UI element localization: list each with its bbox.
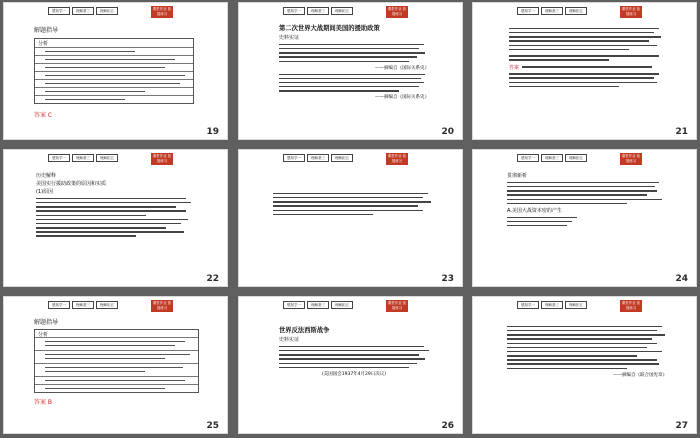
tab-1[interactable]: 感知学一	[48, 301, 70, 309]
analysis-table	[34, 38, 194, 104]
item-label: (1)原因	[36, 189, 54, 195]
slide-thumbnail-19[interactable]	[3, 2, 228, 140]
attribution: ——摘编自《国际关系史》	[375, 95, 429, 101]
slide-heading: 贯彻新析	[507, 173, 528, 179]
tab-3[interactable]: 理解拓五	[565, 7, 587, 15]
slide-subtitle: 史料实证	[279, 35, 300, 41]
tab-1[interactable]: 感知学一	[517, 7, 539, 15]
tab-1[interactable]: 感知学一	[517, 154, 539, 162]
tab-2[interactable]: 理解基三	[307, 154, 329, 162]
tab-1[interactable]: 感知学一	[48, 154, 70, 162]
badge[interactable]: 课堂作业 拓展练习	[387, 301, 407, 310]
tab-1[interactable]: 感知学一	[517, 301, 539, 309]
slide-heading: 解题指导	[34, 27, 59, 34]
tab-1[interactable]: 感知学一	[283, 301, 305, 309]
slide-subheading: 美国实行援助政策的原因和实质	[36, 181, 107, 187]
tab-1[interactable]: 感知学一	[48, 7, 70, 15]
tab-bar	[283, 301, 355, 308]
tab-2[interactable]: 理解基三	[307, 301, 329, 309]
slide-title: 第二次世界大战期间美国的援助政策	[279, 25, 380, 32]
slide-number: 21	[675, 127, 688, 137]
answer-highlight: 答案	[509, 64, 520, 71]
slide-thumbnail-22[interactable]	[3, 149, 228, 287]
tab-1[interactable]: 感知学一	[283, 7, 305, 15]
tab-bar	[517, 301, 589, 308]
tab-bar	[283, 7, 355, 14]
tab-bar	[517, 154, 589, 161]
analysis-table	[34, 329, 199, 393]
slide-number: 22	[206, 274, 219, 284]
tab-3[interactable]: 理解拓五	[331, 7, 353, 15]
badge[interactable]: 课堂作业 拓展练习	[387, 7, 407, 16]
col-label: 分析	[38, 41, 49, 47]
slide-number: 25	[206, 421, 219, 431]
tab-3[interactable]: 理解拓五	[565, 301, 587, 309]
tab-2[interactable]: 理解基三	[541, 7, 563, 15]
slide-thumbnail-23[interactable]	[238, 149, 463, 287]
tab-3[interactable]: 理解拓五	[331, 301, 353, 309]
tab-3[interactable]: 理解拓五	[96, 301, 118, 309]
slide-thumbnail-20[interactable]	[238, 2, 463, 140]
slide-number: 23	[441, 274, 454, 284]
tab-bar	[517, 7, 589, 14]
badge[interactable]: 课堂作业 拓展练习	[152, 7, 172, 16]
tab-bar	[48, 301, 120, 308]
tab-bar	[283, 154, 355, 161]
slide-subtitle: 史料实证	[279, 337, 300, 343]
tab-bar	[48, 154, 120, 161]
tab-3[interactable]: 理解拓五	[565, 154, 587, 162]
slide-thumbnail-24[interactable]	[472, 149, 697, 287]
slide-number: 20	[441, 127, 454, 137]
slide-number: 27	[675, 421, 688, 431]
badge[interactable]: 课堂作业 拓展练习	[152, 301, 172, 310]
tab-2[interactable]: 理解基三	[541, 301, 563, 309]
tab-3[interactable]: 理解拓五	[96, 7, 118, 15]
slide-title: 世界反法西斯战争	[279, 327, 330, 334]
badge[interactable]: 课堂作业 拓展练习	[152, 154, 172, 163]
tab-2[interactable]: 理解基三	[307, 7, 329, 15]
tab-1[interactable]: 感知学一	[283, 154, 305, 162]
slide-number: 26	[441, 421, 454, 431]
slide-heading: 历史解释	[36, 173, 57, 179]
col-label: 分析	[38, 332, 49, 338]
badge[interactable]: 课堂作业 拓展练习	[621, 154, 641, 163]
attribution: (美国国会1937年4月29日决议)	[321, 371, 387, 377]
tab-2[interactable]: 理解基三	[72, 154, 94, 162]
tab-3[interactable]: 理解拓五	[331, 154, 353, 162]
tab-2[interactable]: 理解基三	[72, 7, 94, 15]
slide-number: 24	[675, 274, 688, 284]
tab-2[interactable]: 理解基三	[72, 301, 94, 309]
slide-thumbnail-27[interactable]	[472, 296, 697, 434]
tab-bar	[48, 7, 120, 14]
slide-number: 19	[206, 127, 219, 137]
badge[interactable]: 课堂作业 拓展练习	[387, 154, 407, 163]
slide-heading: 解题指导	[34, 319, 59, 326]
answer-text: 答案 C	[34, 112, 53, 119]
slide-thumbnail-26[interactable]	[238, 296, 463, 434]
slide-thumbnail-25[interactable]	[3, 296, 228, 434]
slide-thumbnail-21[interactable]	[472, 2, 697, 140]
badge[interactable]: 课堂作业 拓展练习	[621, 7, 641, 16]
attribution: ——摘编自《联合国宪章》	[613, 372, 667, 378]
answer-text: 答案 B	[34, 399, 53, 406]
attribution: ——摘编自《国际关系史》	[375, 65, 429, 71]
tab-2[interactable]: 理解基三	[541, 154, 563, 162]
tab-3[interactable]: 理解拓五	[96, 154, 118, 162]
option-a: A.美国大战资本密的产生	[507, 207, 562, 214]
badge[interactable]: 课堂作业 拓展练习	[621, 301, 641, 310]
